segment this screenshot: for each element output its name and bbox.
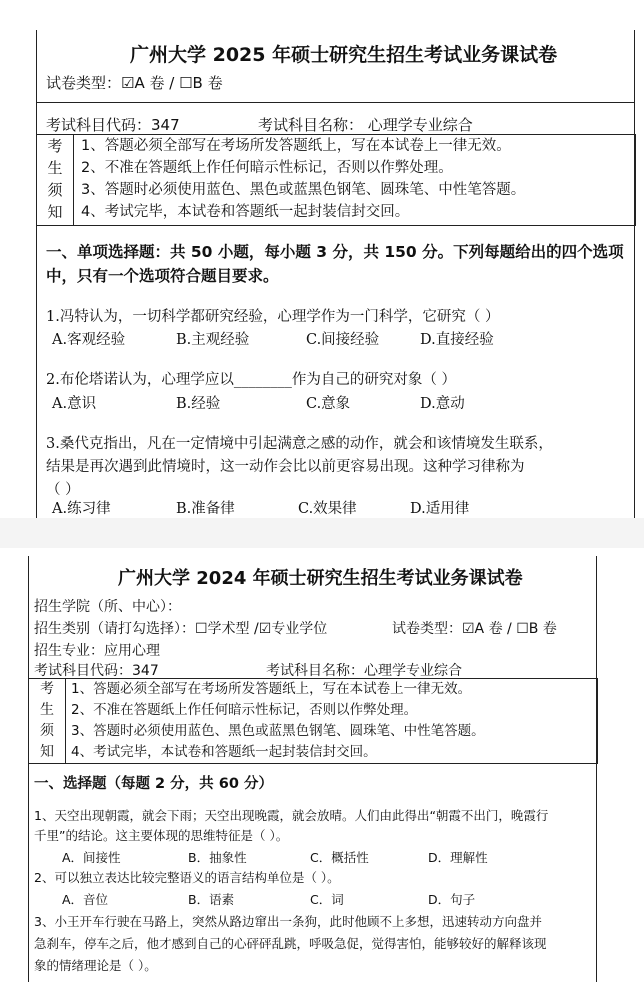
- question-stem: （ ）: [46, 482, 80, 498]
- notice-label-char: 知: [40, 744, 54, 760]
- option: D．句子: [428, 892, 476, 907]
- notice-label-char: 考: [47, 137, 63, 155]
- subject-code: 考试科目代码：347: [34, 663, 159, 679]
- subject-code: 考试科目代码：347: [46, 116, 180, 134]
- divider: [36, 102, 634, 103]
- notice-item: 1、答题必须全部写在考场所发答题纸上，写在本试卷上一律无效。: [81, 138, 511, 154]
- subject-name: 考试科目名称：心理学专业综合: [266, 663, 462, 679]
- option: D.直接经验: [420, 332, 494, 348]
- question-stem: 1、天空出现朝霞，就会下雨；天空出现晚霞，就会放晴。人们由此得出“朝霞不出门，晚霞行: [34, 808, 549, 823]
- question-options: [62, 890, 475, 908]
- major: 招生专业：应用心理: [34, 643, 160, 659]
- notice-item: 1、答题必须全部写在考场所发答题纸上，写在本试卷上一律无效。: [71, 681, 472, 697]
- option: D.意动: [420, 396, 465, 412]
- section-heading-line2: 中，只有一个选项符合题目要求。: [46, 267, 279, 285]
- notice-label: [29, 679, 66, 763]
- notice-item: 2、不准在答题纸上作任何暗示性标记，否则以作弊处理。: [81, 160, 453, 176]
- option: C．词: [310, 892, 344, 907]
- option: B．语素: [188, 892, 235, 907]
- notice-label-char: 考: [40, 681, 54, 697]
- paper-type: 试卷类型：☑A 卷 / ☐B 卷: [392, 621, 557, 637]
- question-stem: 3.桑代克指出，凡在一定情境中引起满意之感的动作，就会和该情境发生联系，: [46, 436, 553, 452]
- question-stem: 2、可以独立表达比较完整语义的语言结构单位是（ ）。: [34, 870, 340, 885]
- category: 招生类别（请打勾选择）：☐学术型 /☑专业学位: [34, 621, 328, 637]
- question-stem: 急刹车，停车之后，他才感到自己的心砰砰乱跳，呼吸急促，觉得害怕，能够较好的解释该现: [34, 936, 547, 951]
- option: A.客观经验: [52, 332, 126, 348]
- question-options: [52, 392, 465, 413]
- option: B.经验: [176, 396, 221, 412]
- section-heading-line1: 一、单项选择题：共 50 小题，每小题 3 分，共 150 分。下列每题给出的四个选项: [46, 243, 624, 261]
- option: C.意象: [306, 396, 351, 412]
- option: B.主观经验: [176, 332, 250, 348]
- left-border: [28, 556, 29, 982]
- right-border: [596, 556, 597, 982]
- question-stem: 千里”的结论。这主要体现的思维特征是（ ）。: [34, 828, 289, 843]
- notice-item: 2、不准在答题纸上作任何暗示性标记，否则以作弊处理。: [71, 702, 418, 718]
- left-border: [36, 30, 37, 518]
- notice-item: 4、考试完毕，本试卷和答题纸一起封装信封交回。: [81, 204, 410, 220]
- right-border: [634, 30, 635, 518]
- option: D.适用律: [410, 501, 470, 517]
- notice-box: [28, 678, 598, 764]
- notice-label-char: 须: [40, 723, 54, 739]
- question-options: [52, 497, 469, 518]
- option: C.间接经验: [306, 332, 380, 348]
- option: C.效果律: [298, 501, 357, 517]
- notice-item: 3、答题时必须使用蓝色、黑色或蓝黑色钢笔、圆珠笔、中性笔答题。: [81, 182, 526, 198]
- paper-type: 试卷类型：☑A 卷 / ☐B 卷: [46, 74, 223, 92]
- notice-label-char: 知: [47, 203, 63, 221]
- notice-box: [36, 134, 636, 226]
- option: C．概括性: [310, 850, 369, 865]
- gap-between-sheets: [0, 518, 644, 548]
- question-options: [62, 848, 488, 866]
- option: A.意识: [52, 396, 97, 412]
- notice-item: 4、考试完毕，本试卷和答题纸一起封装信封交回。: [71, 744, 377, 760]
- question-stem: 2.布伦塔诺认为，心理学应以________作为自己的研究对象（ ）: [46, 372, 456, 388]
- notice-label-char: 须: [47, 181, 63, 199]
- exam-title: 广州大学 2025 年硕士研究生招生考试业务课试卷: [130, 44, 558, 66]
- question-stem: 3、小王开车行驶在马路上，突然从路边窜出一条狗，此时他顾不上多想，迅速转动方向盘并: [34, 914, 542, 929]
- notice-label-char: 生: [40, 702, 54, 718]
- exam-title: 广州大学 2024 年硕士研究生招生考试业务课试卷: [118, 568, 523, 589]
- option: D．理解性: [428, 850, 488, 865]
- notice-label-char: 生: [47, 159, 63, 177]
- question-options: [52, 328, 494, 349]
- option: B.准备律: [176, 501, 235, 517]
- notice-items: [71, 679, 597, 763]
- option: A.练习律: [52, 501, 111, 517]
- section-heading: 一、选择题（每题 2 分，共 60 分）: [34, 776, 273, 792]
- notice-items: [81, 135, 635, 225]
- notice-item: 3、答题时必须使用蓝色、黑色或蓝黑色钢笔、圆珠笔、中性笔答题。: [71, 723, 485, 739]
- question-stem: 结果是再次遇到此情境时，这一动作会比以前更容易出现。这种学习律称为: [46, 459, 525, 475]
- option: B．抽象性: [188, 850, 247, 865]
- subject-name: 考试科目名称： 心理学专业综合: [258, 116, 473, 134]
- exam-sheet-2024: [0, 548, 644, 982]
- question-stem: 1.冯特认为，一切科学都研究经验，心理学作为一门科学，它研究（ ）: [46, 309, 500, 325]
- option: A．音位: [62, 892, 109, 907]
- option: A．间接性: [62, 850, 121, 865]
- question-stem: 象的情绪理论是（ ）。: [34, 958, 157, 973]
- notice-label: [37, 135, 74, 225]
- college: 招生学院（所、中心）：: [34, 599, 181, 615]
